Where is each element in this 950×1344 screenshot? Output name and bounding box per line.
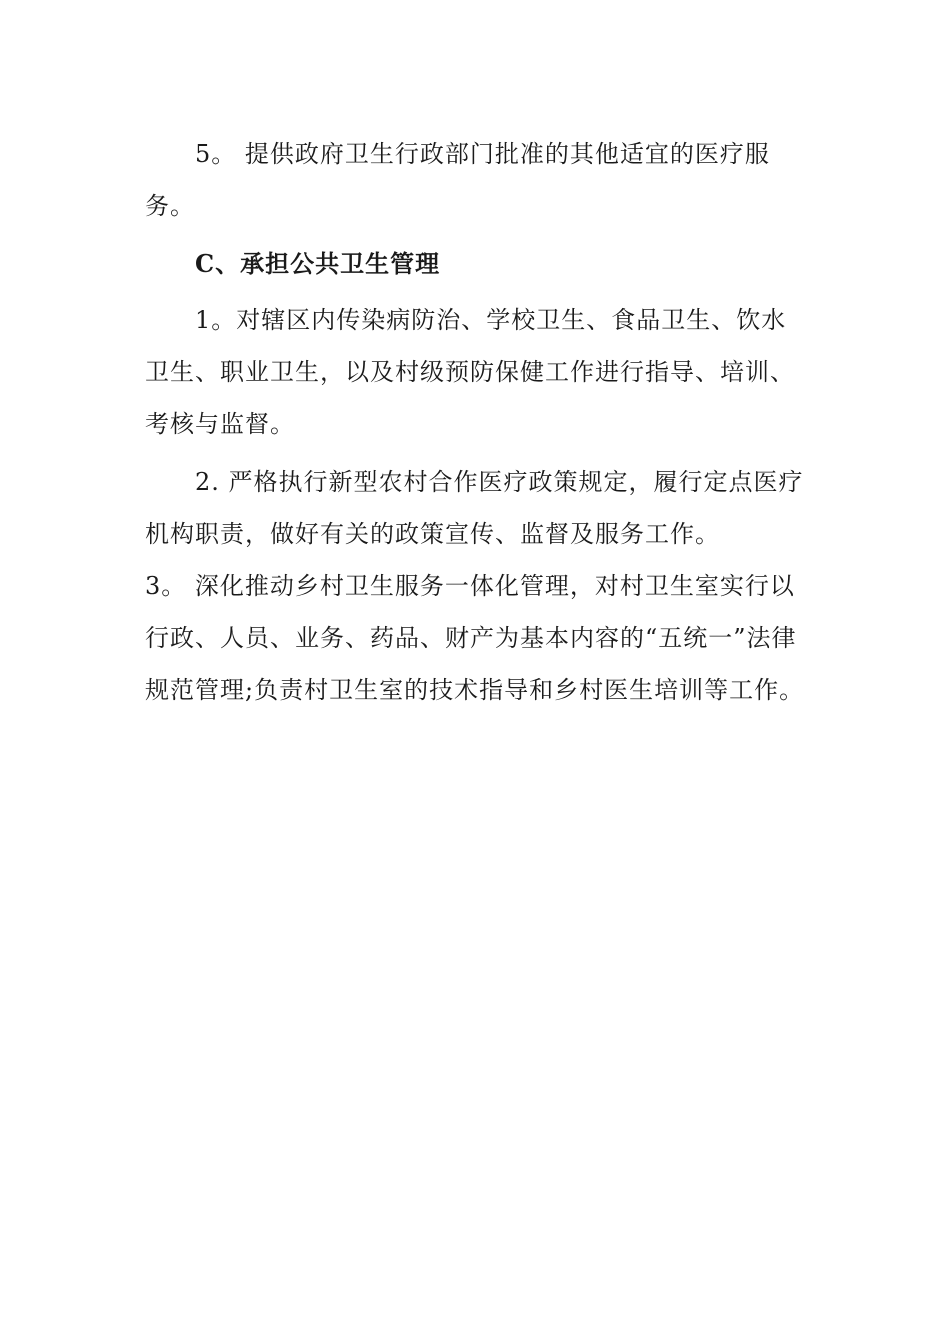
paragraph-item-5: 5。 提供政府卫生行政部门批准的其他适宜的医疗服务。 [145,140,770,220]
paragraph-item-1: 1。对辖区内传染病防治、学校卫生、食品卫生、饮水卫生、职业卫生，以及村级预防保健工作进行指导、培训、考核与监督。 [145,306,795,438]
paragraph-item-3: 3。 深化推动乡村卫生服务一体化管理，对村卫生室实行以行政、人员、业务、药品、财产为基本内容的“五统一”法律规范管理;负责村卫生室的技术指导和乡村医生培训等工作。 [145,572,805,704]
section-heading-c: C、承担公共卫生管理 [195,249,441,278]
paragraph-item-2: 2. 严格执行新型农村合作医疗政策规定，履行定点医疗机构职责，做好有关的政策宣传、监督及服务工作。 [145,468,804,548]
document-page [145,128,805,716]
